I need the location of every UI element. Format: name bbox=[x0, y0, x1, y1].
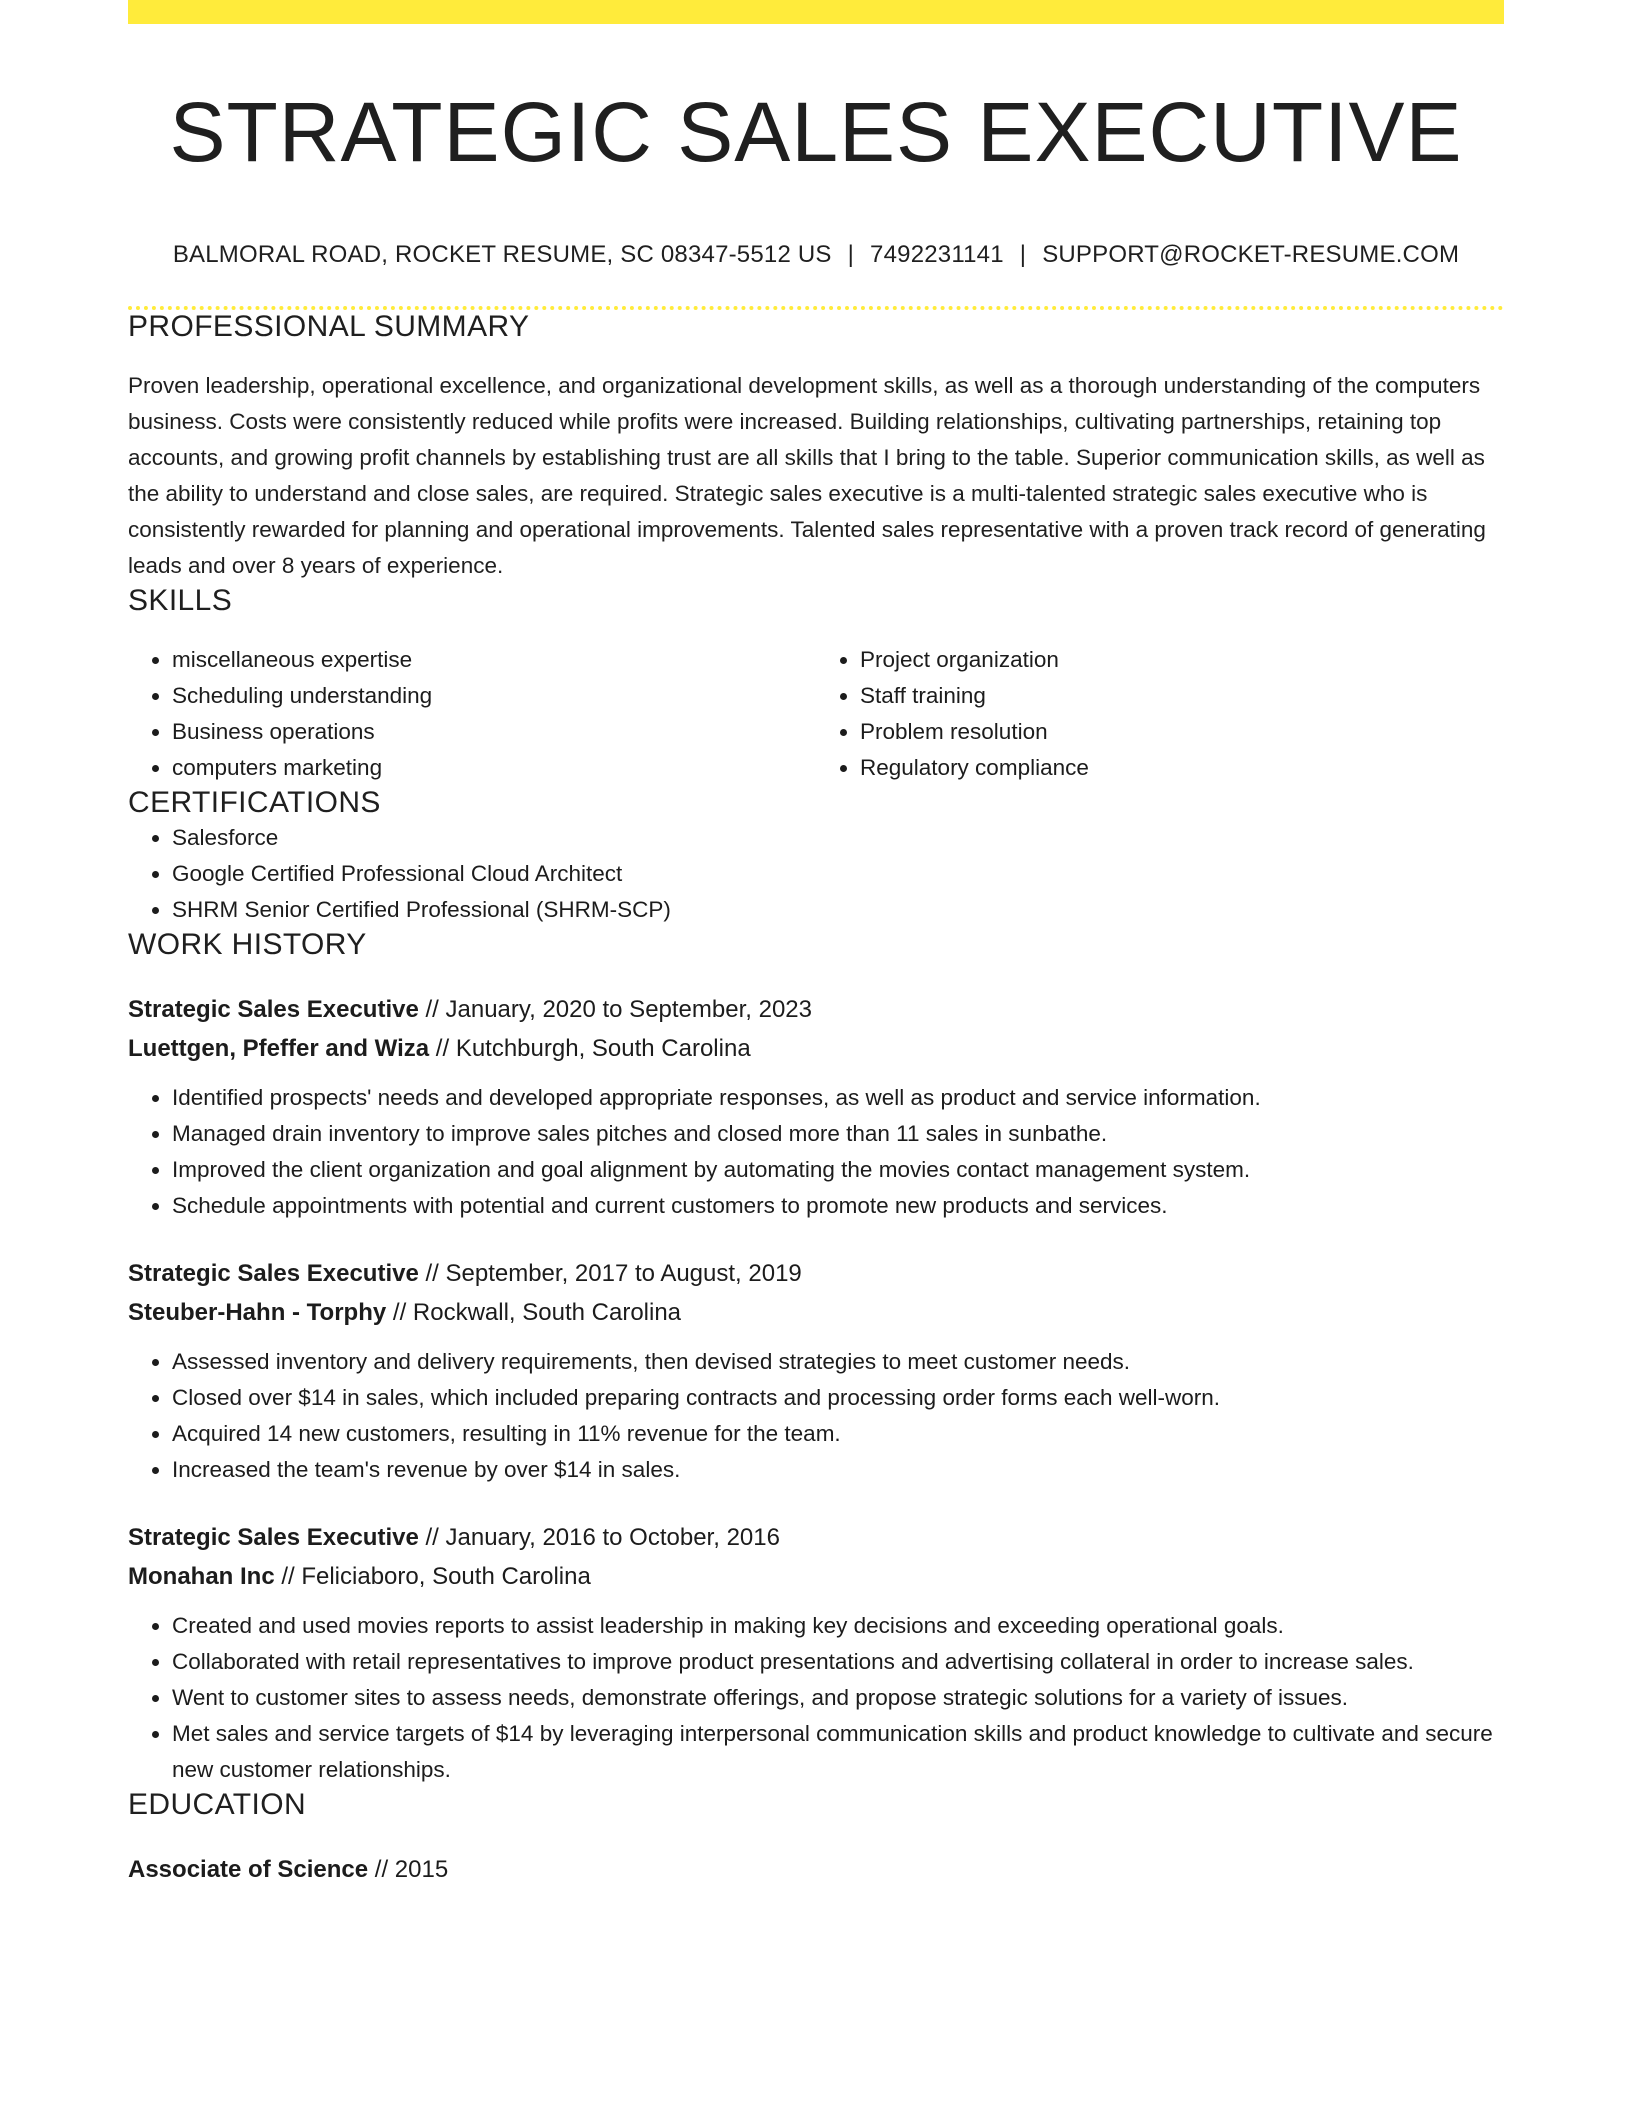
skill-item: • Project organization bbox=[860, 642, 1504, 678]
resume-page bbox=[128, 0, 1504, 1889]
skill-item: • Staff training bbox=[860, 678, 1504, 714]
job-company: Luettgen, Pfeffer and Wiza bbox=[128, 1035, 430, 1063]
skills-heading: SKILLS bbox=[128, 584, 233, 618]
job-dates: // January, 2016 to October, 2016 bbox=[418, 1524, 780, 1552]
job-role-line bbox=[128, 1254, 1504, 1293]
job-bullet: • Created and used movies reports to assist leadership in making key decisions and exceeding operational goals. bbox=[172, 1608, 1504, 1644]
skill-item: • Regulatory compliance bbox=[860, 750, 1504, 786]
skill-item: • Scheduling understanding bbox=[172, 678, 816, 714]
job-entry bbox=[128, 1518, 1504, 1788]
skill-item: • Problem resolution bbox=[860, 714, 1504, 750]
work-history-heading: WORK HISTORY bbox=[128, 928, 367, 962]
job-role: Strategic Sales Executive bbox=[128, 1524, 419, 1552]
contact-email: SUPPORT@ROCKET-RESUME.COM bbox=[1042, 241, 1460, 269]
skill-item: • miscellaneous expertise bbox=[172, 642, 816, 678]
job-bullet: • Schedule appointments with potential and current customers to promote new products and services. bbox=[172, 1188, 1504, 1224]
job-bullets bbox=[128, 1080, 1504, 1224]
job-location: // Kutchburgh, South Carolina bbox=[429, 1035, 751, 1063]
job-bullet: • Managed drain inventory to improve sales pitches and closed more than 11 sales in sunbathe. bbox=[172, 1116, 1504, 1152]
summary-heading: PROFESSIONAL SUMMARY bbox=[128, 310, 530, 344]
skills-list-right bbox=[816, 642, 1504, 786]
job-company: Monahan Inc bbox=[128, 1563, 275, 1591]
education-degree: Associate of Science bbox=[128, 1856, 369, 1884]
job-entry bbox=[128, 990, 1504, 1224]
job-bullet: • Acquired 14 new customers, resulting in 11% revenue for the team. bbox=[172, 1416, 1504, 1452]
job-bullet: • Improved the client organization and goal alignment by automating the movies contact management system. bbox=[172, 1152, 1504, 1188]
skills-list-left bbox=[128, 642, 816, 786]
job-role-line bbox=[128, 1518, 1504, 1557]
job-company: Steuber-Hahn - Torphy bbox=[128, 1299, 387, 1327]
education-year: // 2015 bbox=[368, 1856, 449, 1884]
job-location: // Feliciaboro, South Carolina bbox=[274, 1563, 591, 1591]
job-company-line bbox=[128, 1029, 1504, 1068]
job-bullet: • Closed over $14 in sales, which included preparing contracts and processing order forms each well-worn. bbox=[172, 1380, 1504, 1416]
job-company-line bbox=[128, 1557, 1504, 1596]
job-bullet: • Collaborated with retail representatives to improve product presentations and advertising collateral in order to increase sales. bbox=[172, 1644, 1504, 1680]
job-dates: // January, 2020 to September, 2023 bbox=[418, 996, 812, 1024]
job-location: // Rockwall, South Carolina bbox=[386, 1299, 682, 1327]
job-bullet: • Increased the team's revenue by over $14 in sales. bbox=[172, 1452, 1504, 1488]
job-company-line bbox=[128, 1293, 1504, 1332]
certifications-list bbox=[128, 820, 1504, 928]
resume-name: STRATEGIC SALES EXECUTIVE bbox=[169, 85, 1463, 179]
contact-line bbox=[128, 241, 1504, 269]
education-heading: EDUCATION bbox=[128, 1788, 307, 1822]
summary-text: Proven leadership, operational excellence, and organizational development skills, as well as a thorough understanding of the computers business. Costs were consistently reduced while profits were increased. Building relationships, cultivating partnerships, retaining top accounts, and growing profit channels by establishing trust are all skills that I bring to the table. Superior communication skills, as well as the ability to understand and close sales, are required. Strategic sales executive is a multi-talented strategic sales executive who is consistently rewarded for planning and operational improvements. Talented sales representative with a proven track record of generating leads and over 8 years of experience. bbox=[128, 373, 1486, 579]
job-bullet: • Assessed inventory and delivery requirements, then devised strategies to meet customer needs. bbox=[172, 1344, 1504, 1380]
job-role: Strategic Sales Executive bbox=[128, 996, 419, 1024]
accent-top-bar bbox=[128, 0, 1504, 24]
job-bullets bbox=[128, 1608, 1504, 1788]
job-bullet: • Met sales and service targets of $14 by leveraging interpersonal communication skills and product knowledge to cultivate and secure new customer relationships. bbox=[172, 1716, 1504, 1788]
contact-address: BALMORAL ROAD, ROCKET RESUME, SC 08347-5512 US bbox=[172, 241, 832, 269]
skill-item: • Business operations bbox=[172, 714, 816, 750]
certifications-heading: CERTIFICATIONS bbox=[128, 786, 381, 820]
job-bullet: • Went to customer sites to assess needs, demonstrate offerings, and propose strategic solutions for a variety of issues. bbox=[172, 1680, 1504, 1716]
skills-columns bbox=[128, 642, 1504, 786]
contact-separator: | bbox=[847, 241, 855, 269]
job-role: Strategic Sales Executive bbox=[128, 1260, 419, 1288]
skill-item: • computers marketing bbox=[172, 750, 816, 786]
contact-phone: 7492231141 bbox=[870, 241, 1004, 269]
certification-item: • Google Certified Professional Cloud Architect bbox=[172, 856, 1504, 892]
education-entry bbox=[128, 1850, 1504, 1889]
certification-item: • Salesforce bbox=[172, 820, 1504, 856]
certification-item: • SHRM Senior Certified Professional (SHRM-SCP) bbox=[172, 892, 1504, 928]
job-role-line bbox=[128, 990, 1504, 1029]
job-entry bbox=[128, 1254, 1504, 1488]
contact-separator: | bbox=[1019, 241, 1027, 269]
job-bullets bbox=[128, 1344, 1504, 1488]
job-dates: // September, 2017 to August, 2019 bbox=[418, 1260, 802, 1288]
job-bullet: • Identified prospects' needs and developed appropriate responses, as well as product and service information. bbox=[172, 1080, 1504, 1116]
